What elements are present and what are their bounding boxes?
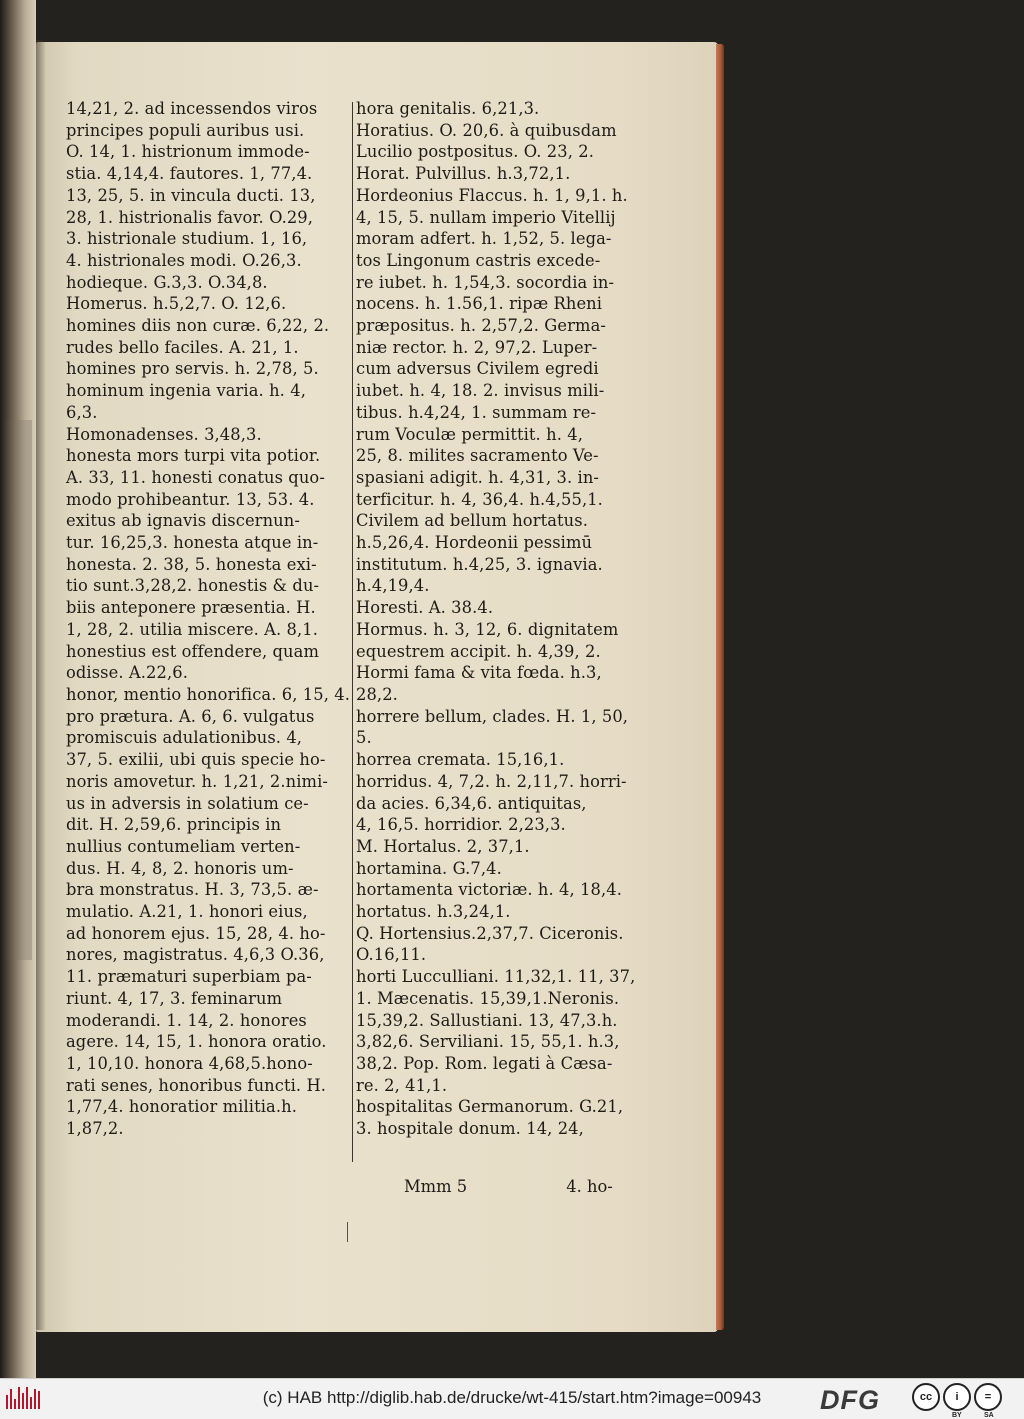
index-line: Lucilio postpositus. O. 23, 2. bbox=[356, 142, 595, 162]
copyright-link[interactable]: (c) HAB http://diglib.hab.de/drucke/wt-415/start.htm?image=00943 bbox=[262, 1388, 762, 1407]
index-column-right bbox=[356, 98, 656, 1140]
index-line: tur. 16,25,3. honesta atque in- bbox=[66, 533, 319, 553]
catchword: 4. ho- bbox=[566, 1177, 613, 1196]
index-line: Horesti. A. 38.4. bbox=[356, 598, 494, 618]
index-line: hortatus. h.3,24,1. bbox=[356, 902, 511, 922]
index-line: dit. H. 2,59,6. principis in bbox=[66, 815, 282, 835]
by-attribution-icon: i bbox=[943, 1383, 971, 1411]
index-line: Hordeonius Flaccus. h. 1, 9,1. h. bbox=[356, 185, 628, 205]
index-line: Homerus. h.5,2,7. O. 12,6. bbox=[66, 294, 287, 314]
index-line: 1. Mæcenatis. 15,39,1.Neronis. bbox=[356, 988, 620, 1008]
index-line: 4, 16,5. horridior. 2,23,3. bbox=[356, 815, 566, 835]
index-line: horrea cremata. 15,16,1. bbox=[356, 750, 565, 770]
index-line: pro prætura. A. 6, 6. vulgatus bbox=[66, 706, 315, 726]
index-line: iubet. h. 4, 18. 2. invisus mili- bbox=[356, 381, 605, 401]
index-line: 28,2. bbox=[356, 684, 398, 704]
viewer-footer-bar bbox=[0, 1378, 1024, 1419]
index-line: h.4,19,4. bbox=[356, 576, 430, 596]
license-label-by: BY bbox=[952, 1412, 962, 1419]
index-line: rum Voculæ permittit. h. 4, bbox=[356, 424, 583, 444]
index-line: honesta. 2. 38, 5. honesta exi- bbox=[66, 554, 317, 574]
column-rule bbox=[352, 102, 353, 1162]
index-line: re. 2, 41,1. bbox=[356, 1075, 448, 1095]
index-line: nores, magistratus. 4,6,3 O.36, bbox=[66, 945, 325, 965]
index-line: rudes bello faciles. A. 21, 1. bbox=[66, 337, 299, 357]
index-line: 1,77,4. honoratior militia.h. bbox=[66, 1097, 297, 1117]
index-line: bra monstratus. H. 3, 73,5. æ- bbox=[66, 880, 319, 900]
index-column-left bbox=[66, 98, 350, 1140]
index-line: M. Hortalus. 2, 37,1. bbox=[356, 836, 530, 856]
cc-license-badge[interactable] bbox=[912, 1383, 1002, 1419]
index-line: 1, 10,10. honora 4,68,5.hono- bbox=[66, 1053, 313, 1073]
index-line: Horatius. O. 20,6. à quibusdam bbox=[356, 120, 617, 140]
page-gutter-shadow bbox=[36, 40, 46, 1330]
index-line: 5. bbox=[356, 728, 372, 748]
index-line: principes populi auribus usi. bbox=[66, 120, 305, 140]
index-line: exitus ab ignavis discernun- bbox=[66, 511, 300, 531]
index-line: niæ rector. h. 2, 97,2. Luper- bbox=[356, 337, 598, 357]
index-line: ad honorem ejus. 15, 28, 4. ho- bbox=[66, 923, 326, 943]
index-line: mulatio. A.21, 1. honori eius, bbox=[66, 902, 308, 922]
index-line: agere. 14, 15, 1. honora oratio. bbox=[66, 1032, 327, 1052]
index-line: tos Lingonum castris excede- bbox=[356, 250, 601, 270]
page-footer bbox=[404, 1176, 613, 1198]
index-line: terficitur. h. 4, 36,4. h.4,55,1. bbox=[356, 489, 603, 509]
index-line: 4, 15, 5. nullam imperio Vitellij bbox=[356, 207, 616, 227]
index-line: O. 14, 1. histrionum immode- bbox=[66, 142, 310, 162]
index-line: 3,82,6. Serviliani. 15, 55,1. h.3, bbox=[356, 1032, 620, 1052]
index-line: 25, 8. milites sacramento Ve- bbox=[356, 446, 599, 466]
index-line: horrere bellum, clades. H. 1, 50, bbox=[356, 706, 629, 726]
index-line: tibus. h.4,24, 1. summam re- bbox=[356, 402, 597, 422]
index-line: dus. H. 4, 8, 2. honoris um- bbox=[66, 858, 294, 878]
index-line: us in adversis in solatium ce- bbox=[66, 793, 309, 813]
index-line: hominum ingenia varia. h. 4, bbox=[66, 381, 306, 401]
index-line: hortamina. G.7,4. bbox=[356, 858, 502, 878]
index-line: nullius contumeliam verten- bbox=[66, 836, 301, 856]
index-line: hospitalitas Germanorum. G.21, bbox=[356, 1097, 624, 1117]
index-line: 15,39,2. Sallustiani. 13, 47,3.h. bbox=[356, 1010, 618, 1030]
scan-left-page-curl bbox=[0, 0, 36, 1378]
index-line: re iubet. h. 1,54,3. socordia in- bbox=[356, 272, 615, 292]
license-label-sa: SA bbox=[984, 1412, 994, 1419]
index-line: 4. histrionales modi. O.26,3. bbox=[66, 250, 302, 270]
index-line: 13, 25, 5. in vincula ducti. 13, bbox=[66, 185, 316, 205]
share-alike-icon: = bbox=[974, 1383, 1002, 1411]
index-line: noris amovetur. h. 1,21, 2.nimi- bbox=[66, 771, 328, 791]
index-line: hodieque. G.3,3. O.34,8. bbox=[66, 272, 268, 292]
index-line: Hormus. h. 3, 12, 6. dignitatem bbox=[356, 619, 619, 639]
index-line: Horat. Pulvillus. h.3,72,1. bbox=[356, 164, 571, 184]
index-line: honor, mentio honorifica. 6, 15, 4. bbox=[66, 684, 350, 704]
index-line: O.16,11. bbox=[356, 945, 427, 965]
index-line: 3. hospitale donum. 14, 24, bbox=[356, 1119, 584, 1139]
index-line: promiscuis adulationibus. 4, bbox=[66, 728, 303, 748]
index-line: 1,87,2. bbox=[66, 1119, 124, 1139]
index-line: A. 33, 11. honesti conatus quo- bbox=[66, 467, 325, 487]
index-line: nocens. h. 1.56,1. ripæ Rheni bbox=[356, 294, 603, 314]
index-line: hortamenta victoriæ. h. 4, 18,4. bbox=[356, 880, 622, 900]
index-line: modo prohibeantur. 13, 53. 4. bbox=[66, 489, 315, 509]
index-line: h.5,26,4. Hordeonii pessimū bbox=[356, 533, 593, 553]
index-line: rati senes, honoribus functi. H. bbox=[66, 1075, 327, 1095]
index-line: Civilem ad bellum hortatus. bbox=[356, 511, 588, 531]
index-line: tio sunt.3,28,2. honestis & du- bbox=[66, 576, 320, 596]
column-rule-tail bbox=[347, 1222, 348, 1242]
cc-icon: cc bbox=[912, 1383, 940, 1411]
index-line: 3. histrionale studium. 1, 16, bbox=[66, 229, 308, 249]
index-line: 28, 1. histrionalis favor. O.29, bbox=[66, 207, 314, 227]
index-line: honestius est offendere, quam bbox=[66, 641, 319, 661]
index-line: horridus. 4, 7,2. h. 2,11,7. horri- bbox=[356, 771, 627, 791]
index-line: 11. præmaturi superbiam pa- bbox=[66, 967, 312, 987]
index-line: stia. 4,14,4. fautores. 1, 77,4. bbox=[66, 164, 313, 184]
index-line: 14,21, 2. ad incessendos viros bbox=[66, 99, 318, 118]
index-line: odisse. A.22,6. bbox=[66, 663, 188, 683]
index-line: moderandi. 1. 14, 2. honores bbox=[66, 1010, 307, 1030]
index-line: horti Lucculliani. 11,32,1. 11, 37, bbox=[356, 967, 636, 987]
index-line: institutum. h.4,25, 3. ignavia. bbox=[356, 554, 603, 574]
index-line: spasiani adigit. h. 4,31, 3. in- bbox=[356, 467, 600, 487]
index-line: Hormi fama & vita fœda. h.3, bbox=[356, 663, 602, 683]
index-line: biis anteponere præsentia. H. bbox=[66, 598, 316, 618]
index-line: cum adversus Civilem egredi bbox=[356, 359, 599, 379]
index-line: 38,2. Pop. Rom. legati à Cæsa- bbox=[356, 1053, 613, 1073]
index-line: Q. Hortensius.2,37,7. Ciceronis. bbox=[356, 923, 624, 943]
index-line: moram adfert. h. 1,52, 5. lega- bbox=[356, 229, 612, 249]
index-line: 1, 28, 2. utilia miscere. A. 8,1. bbox=[66, 619, 319, 639]
index-line: riunt. 4, 17, 3. feminarum bbox=[66, 988, 283, 1008]
index-line: 6,3. bbox=[66, 402, 98, 422]
dfg-logo: DFG bbox=[820, 1385, 880, 1415]
index-line: 37, 5. exilii, ubi quis specie ho- bbox=[66, 750, 326, 770]
signature-mark: Mmm 5 bbox=[404, 1177, 468, 1196]
page-edge bbox=[716, 44, 724, 1330]
index-line: honesta mors turpi vita potior. bbox=[66, 446, 321, 466]
index-line: hora genitalis. 6,21,3. bbox=[356, 99, 540, 118]
index-line: præpositus. h. 2,57,2. Germa- bbox=[356, 316, 606, 336]
index-line: Homonadenses. 3,48,3. bbox=[66, 424, 262, 444]
index-line: homines pro servis. h. 2,78, 5. bbox=[66, 359, 319, 379]
index-line: equestrem accipit. h. 4,39, 2. bbox=[356, 641, 601, 661]
index-line: da acies. 6,34,6. antiquitas, bbox=[356, 793, 587, 813]
index-line: homines diis non curæ. 6,22, 2. bbox=[66, 316, 330, 336]
